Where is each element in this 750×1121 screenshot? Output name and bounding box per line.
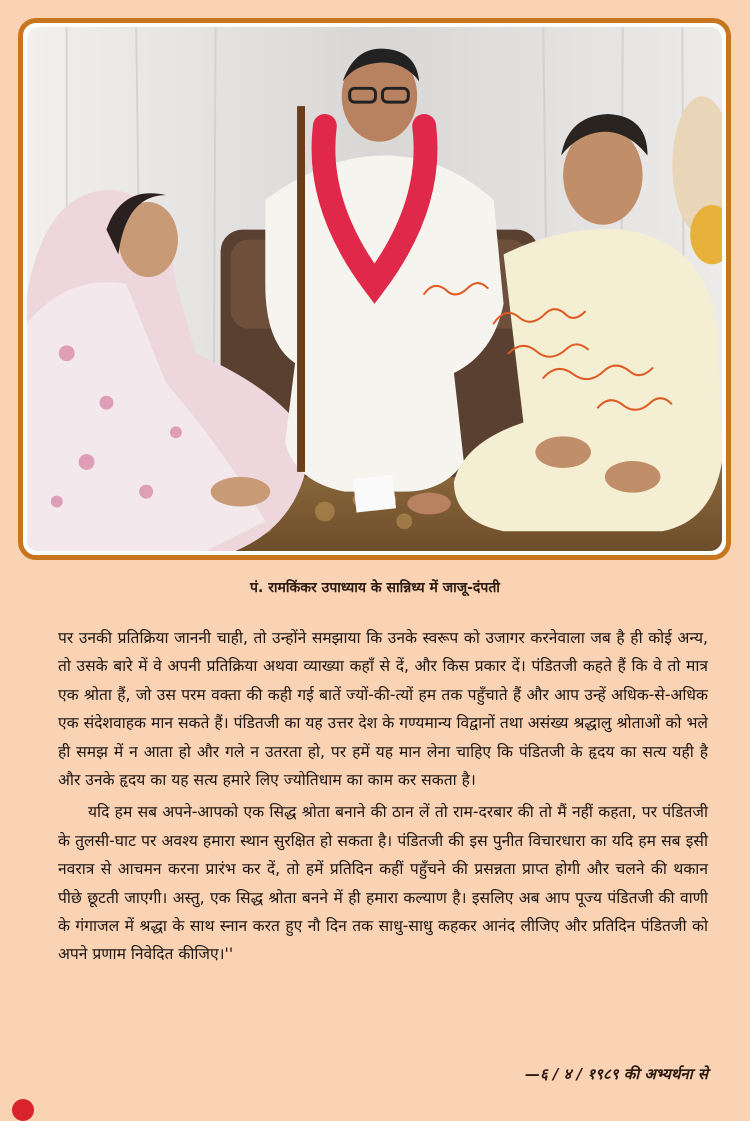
photo-icon (27, 27, 722, 551)
article-body (58, 624, 708, 969)
paragraph-2: यदि हम सब अपने-आपको एक सिद्ध श्रोता बनाने की ठान लें तो राम-दरबार की तो मैं नहीं कहता, पर पंडितजी के तुलसी-घाट पर अवश्य हमारा स्थान सुरक्षित हो सकता है। पंडितजी की इस पुनीत विचारधारा का यदि हम सब इसी नवरात्र से आचमन करना प्रारंभ कर दें, तो हमें प्रतिदिन कहीं पहुँचने की प्रसन्नता प्राप्त होगी और चलने की थकान पीछे छूटती जाएगी। अस्तु, एक सिद्ध श्रोता बनने में ही हमारा कल्याण है। इसलिए अब आप पूज्य पंडितजी की वाणी के गंगाजल में श्रद्धा के साथ स्नान करत हुए नौ दिन तक साधु-साधु कहकर आनंद लीजिए और प्रतिदिन पंडितजी को अपने प्रणाम निवेदित कीजिए।'' (58, 803, 708, 964)
photo-frame (18, 18, 731, 560)
group-photo (27, 27, 722, 551)
paragraph-1: पर उनकी प्रतिक्रिया जाननी चाही, तो उन्होंने समझाया कि उनके स्वरूप को उजागर करनेवाला जब है ही कोई अन्य, तो उसके बारे में वे अपनी प्रतिक्रिया अथवा व्याख्या कहाँ से दें, और किस प्रकार दें। पंडितजी कहते हैं कि वे तो मात्र एक श्रोता हैं, जो उस परम वक्ता की कही गई बातें ज्यों-की-त्यों हम तक पहुँचाते हैं और आप उन्हें अधिक-से-अधिक एक संदेशवाहक मान सकते हैं। पंडितजी का यह उत्तर देश के गण्यमान्य विद्वानों तथा असंख्य श्रद्धालु श्रोताओं को भले ही समझ में न आता हो और गले न उतरता हो, पर हमें यह मान लेना चाहिए कि पंडितजी के हृदय का सत्य यही है और उनके हृदय का यह सत्य हमारे लिए ज्योतिधाम का काम कर सकता है। (58, 629, 708, 790)
page-marker-dot (12, 1099, 34, 1121)
signoff-date: —६ / ४ / १९८९ की अभ्यर्थना से (524, 1065, 708, 1083)
photo-caption: पं. रामकिंकर उपाध्याय के सान्निध्य में जाजू-दंपती (250, 580, 500, 596)
